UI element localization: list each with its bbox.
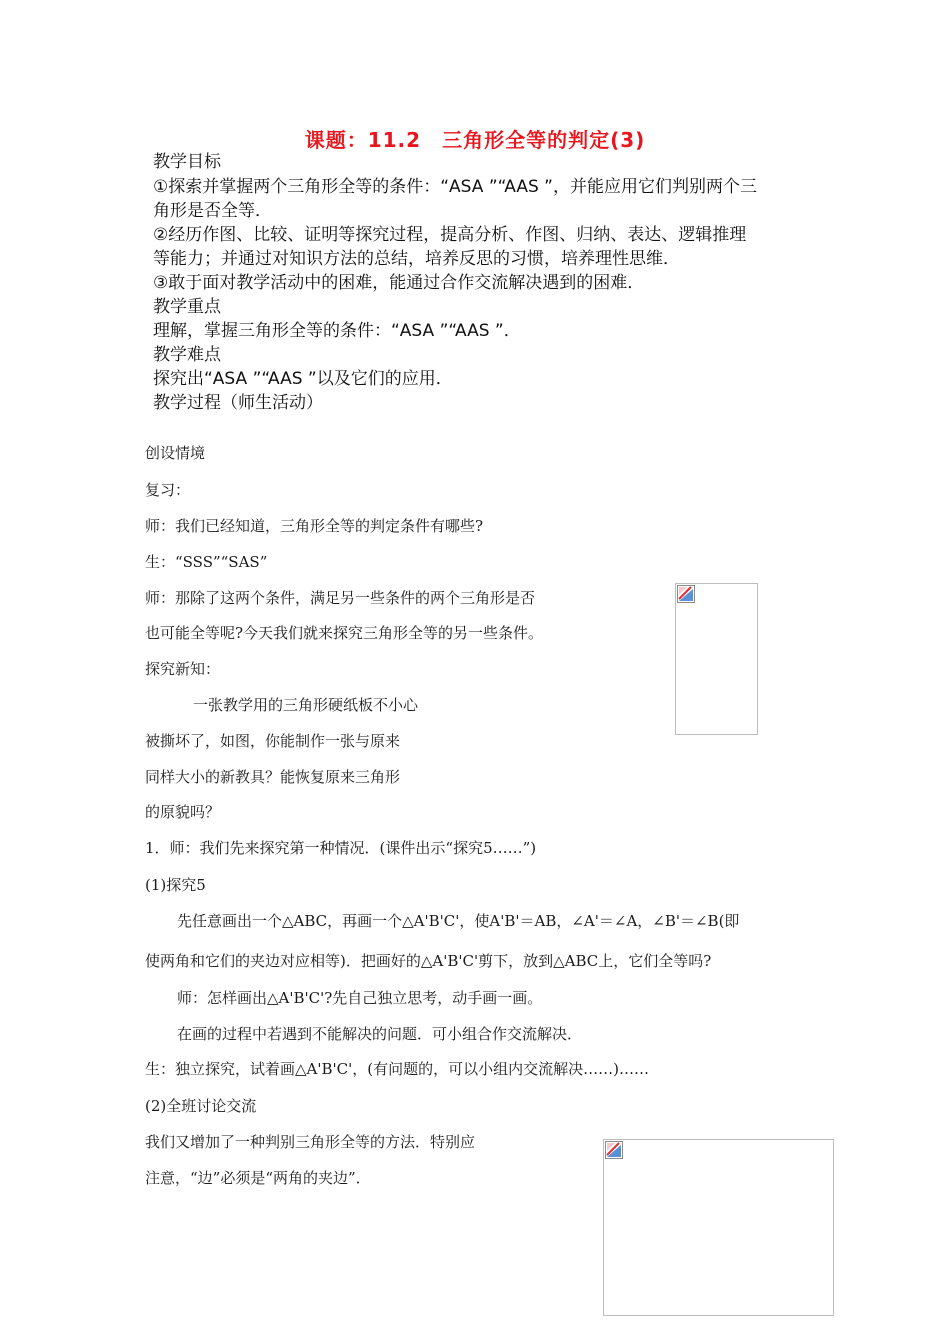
- difficulties-heading: 教学难点: [153, 345, 221, 365]
- section-heading: 创设情境: [145, 444, 206, 462]
- objective-line: 角形是否全等．: [153, 201, 272, 221]
- difficulties-text: 探究出“ASA ”“AAS ”以及它们的应用．: [153, 369, 453, 389]
- paragraph-line: 师：我们已经知道，三角形全等的判定条件有哪些?: [145, 517, 484, 535]
- paragraph-line: 先任意画出一个△ABC，再画一个△A'B'C'，使A'B'＝AB，∠A'＝∠A，∠B'＝∠B(即: [177, 912, 740, 930]
- page-title: 课题：11.2 三角形全等的判定(3): [304, 128, 646, 152]
- paragraph-line: 生：独立探究，试着画△A'B'C'，(有问题的，可以小组内交流解决……)……: [145, 1060, 649, 1078]
- paragraph-line: 的原貌吗？: [145, 803, 221, 821]
- paragraph-line: 复习：: [145, 481, 191, 499]
- objective-line: ②经历作图、比较、证明等探究过程，提高分析、作图、归纳、表达、逻辑推理: [153, 225, 747, 245]
- paragraph-line: 一张教学用的三角形硬纸板不小心: [193, 696, 419, 714]
- paragraph-line: 1．师：我们先来探究第一种情况．(课件出示“探究5……”): [145, 839, 537, 857]
- paragraph-line: 被撕坏了，如图，你能制作一张与原来: [145, 732, 401, 750]
- paragraph-line: 使两角和它们的夹边对应相等)．把画好的△A'B'C'剪下，放到△ABC上，它们全等吗?: [145, 952, 712, 970]
- broken-image-icon: [605, 1141, 623, 1159]
- key-points-heading: 教学重点: [153, 297, 221, 317]
- key-points-text: 理解，掌握三角形全等的条件：“ASA ”“AAS ”．: [153, 321, 521, 341]
- paragraph-line: 同样大小的新教具？能恢复原来三角形: [145, 768, 401, 786]
- paragraph-line: 师：那除了这两个条件，满足另一些条件的两个三角形是否: [145, 589, 536, 607]
- paragraph-line: 也可能全等呢?今天我们就来探究三角形全等的另一些条件。: [145, 624, 544, 642]
- paragraph-line: 在画的过程中若遇到不能解决的问题．可小组合作交流解决．: [177, 1025, 583, 1043]
- torn-triangle-figure: [675, 583, 758, 735]
- subsection-heading: (1)探究5: [145, 876, 206, 894]
- process-heading: 教学过程（师生活动）: [153, 393, 323, 413]
- asa-diagram-figure: [603, 1139, 834, 1316]
- subsection-heading: (2)全班讨论交流: [145, 1097, 257, 1115]
- objective-line: ①探索并掌握两个三角形全等的条件：“ASA ”“AAS ”，并能应用它们判别两个三: [153, 177, 757, 197]
- paragraph-line: 师：怎样画出△A'B'C'?先自己独立思考，动手画一画。: [177, 989, 543, 1007]
- section-heading: 探究新知：: [145, 660, 221, 678]
- objective-line: ③敢于面对教学活动中的困难，能通过合作交流解决遇到的困难．: [153, 273, 645, 293]
- paragraph-line: 注意，“边”必须是“两角的夹边”．: [145, 1169, 371, 1187]
- paragraph-line: 我们又增加了一种判别三角形全等的方法．特别应: [145, 1133, 476, 1151]
- paragraph-line: 生：“SSS”“SAS”: [145, 553, 268, 571]
- objective-line: 等能力；并通过对知识方法的总结，培养反思的习惯，培养理性思维．: [153, 249, 680, 269]
- broken-image-icon: [677, 585, 695, 603]
- objectives-heading: 教学目标: [153, 152, 221, 172]
